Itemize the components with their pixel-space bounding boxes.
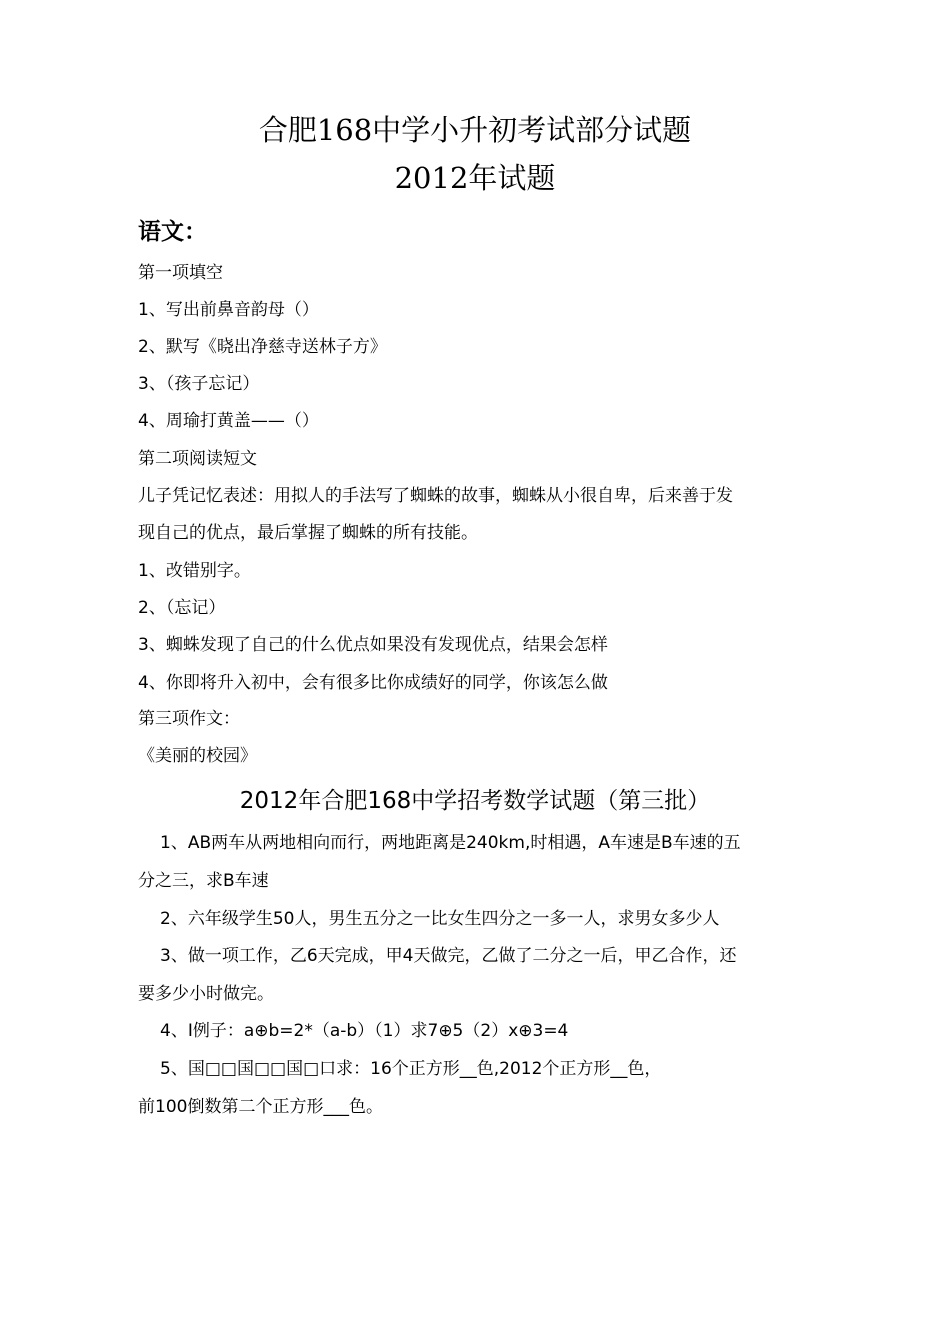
part2-item: 3、蜘蛛发现了自己的什么优点如果没有发现优点，结果会怎样 [138,635,608,655]
chinese-section-heading: 语文： [138,219,207,245]
part1-item: 2、默写《晓出净慈寺送林子方》 [138,337,387,357]
math-question: 3、做一项工作，乙6天完成，甲4天做完，乙做了二分之一后，甲乙合作，还 [160,946,737,966]
math-question: 4、I例子：a⊕b=2*（a-b）（1）求7⊕5（2）x⊕3=4 [160,1021,569,1041]
part1-heading: 第一项填空 [138,263,223,283]
part1-item: 1、写出前鼻音韵母（） [138,300,319,320]
math-section-heading: 2012年合肥168中学招考数学试题（第三批） [239,788,711,814]
part2-heading: 第二项阅读短文 [138,449,257,469]
math-question: 5、国□□国□□国□口求：16个正方形__色,2012个正方形__色， [160,1059,662,1079]
document-title: 合肥168中学小升初考试部分试题 [258,113,692,147]
essay-title: 《美丽的校园》 [138,746,257,766]
document-subtitle: 2012年试题 [394,161,556,195]
passage-line: 儿子凭记忆表述：用拟人的手法写了蜘蛛的故事，蜘蛛从小很自卑，后来善于发 [138,486,733,506]
passage-line: 现自己的优点，最后掌握了蜘蛛的所有技能。 [138,523,478,543]
math-question-continued: 分之三，求B车速 [138,871,269,891]
part1-item: 4、周瑜打黄盖——（） [138,411,319,431]
part2-item: 1、改错别字。 [138,561,251,581]
math-question-continued: 前100倒数第二个正方形___色。 [138,1097,383,1117]
part3-heading: 第三项作文： [138,709,240,729]
part2-item: 2、（忘记） [138,598,226,618]
part2-item: 4、你即将升入初中，会有很多比你成绩好的同学，你该怎么做 [138,673,608,693]
part1-item: 3、（孩子忘记） [138,374,260,394]
math-question: 1、AB两车从两地相向而行，两地距离是240km,时相遇，A车速是B车速的五 [160,833,741,853]
math-question-continued: 要多少小时做完。 [138,984,274,1004]
math-question: 2、六年级学生50人，男生五分之一比女生四分之一多一人，求男女多少人 [160,909,720,929]
